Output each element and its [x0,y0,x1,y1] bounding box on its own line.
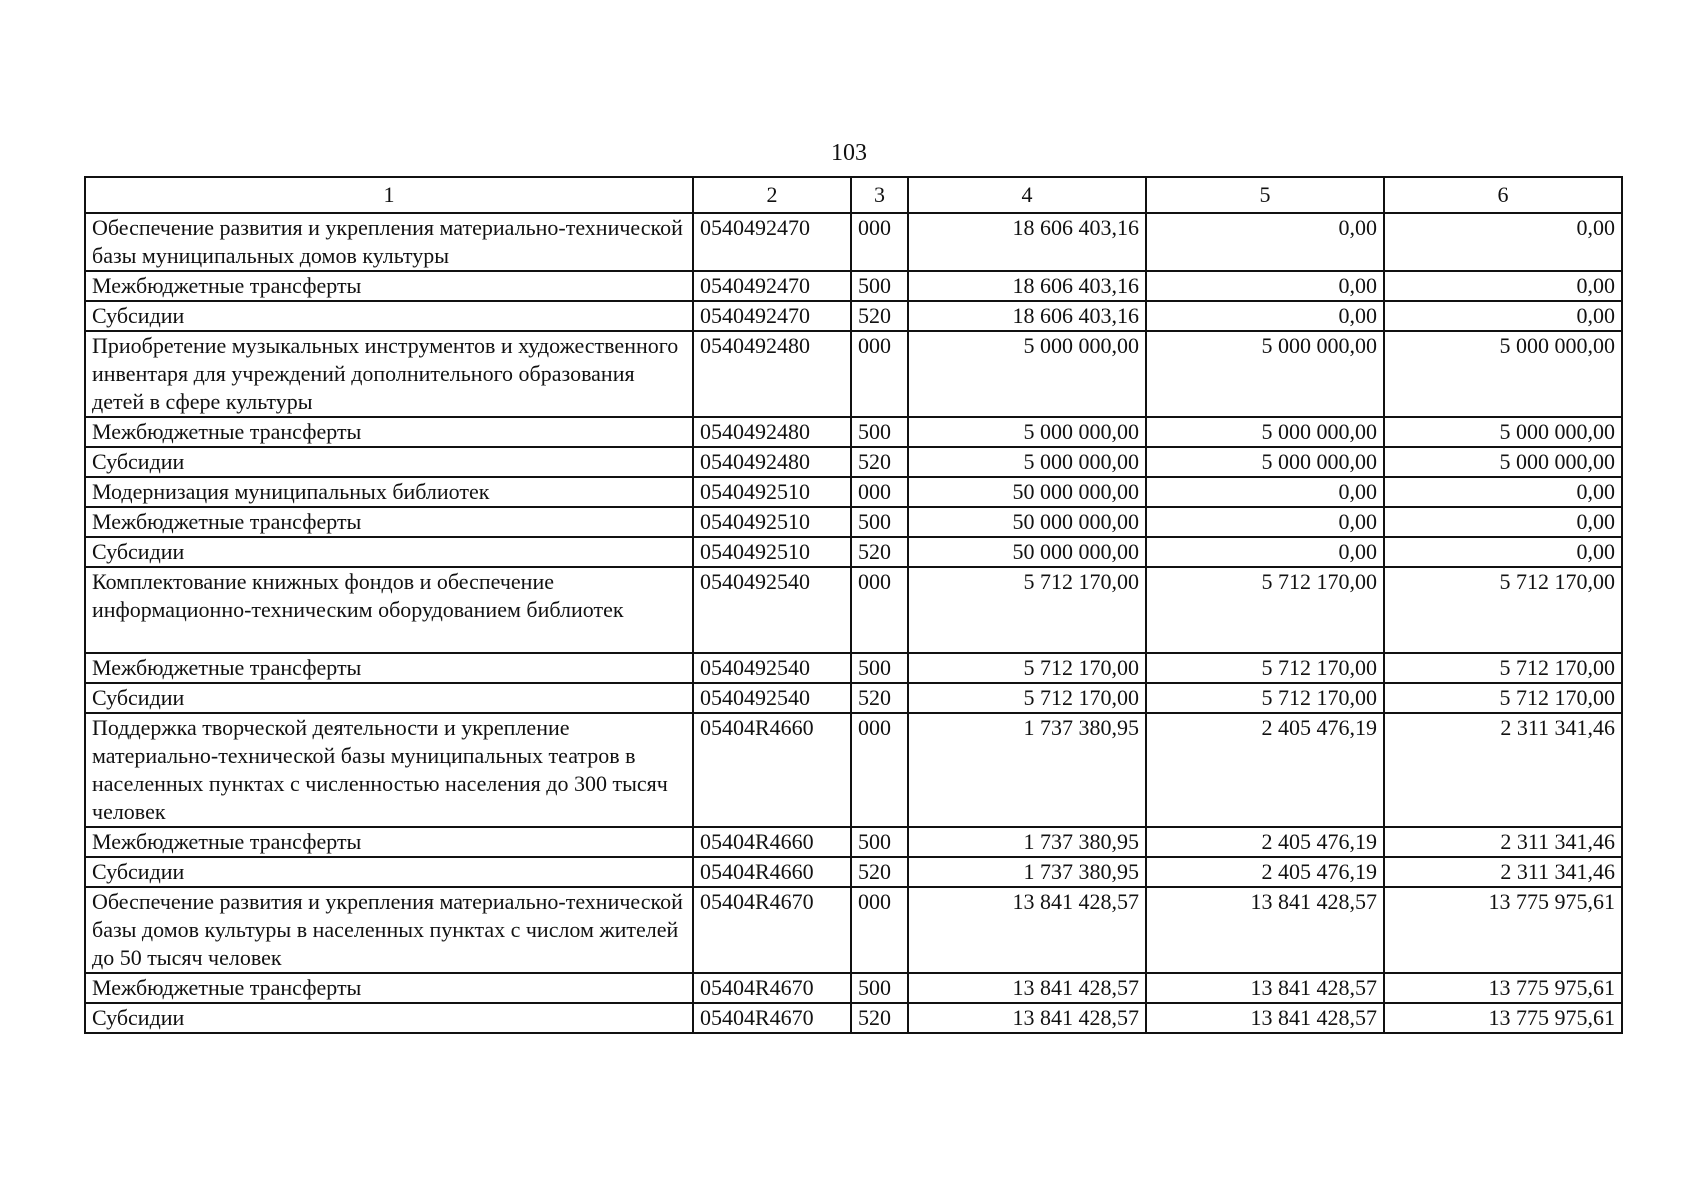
amount-col6-cell: 5 712 170,00 [1384,567,1622,653]
amount-col4-cell: 1 737 380,95 [908,713,1146,827]
target-code-cell: 05404R4660 [693,827,851,857]
amount-col6-cell: 5 000 000,00 [1384,417,1622,447]
amount-col5-cell: 5 000 000,00 [1146,417,1384,447]
amount-col4-cell: 50 000 000,00 [908,477,1146,507]
amount-col6-cell: 5 712 170,00 [1384,653,1622,683]
amount-col4-cell: 13 841 428,57 [908,973,1146,1003]
amount-col5-cell: 2 405 476,19 [1146,713,1384,827]
table-row [85,973,1622,1003]
column-header: 4 [908,177,1146,213]
expense-type-cell: 000 [851,477,908,507]
table-row [85,301,1622,331]
amount-col6-cell: 5 000 000,00 [1384,447,1622,477]
expense-type-cell: 520 [851,301,908,331]
amount-col4-cell: 13 841 428,57 [908,887,1146,973]
expense-name-cell: Субсидии [85,537,693,567]
expense-name-cell: Обеспечение развития и укрепления материально-технической базы муниципальных домов культуры [85,213,693,271]
column-header: 5 [1146,177,1384,213]
amount-col6-cell: 13 775 975,61 [1384,887,1622,973]
amount-col4-cell: 13 841 428,57 [908,1003,1146,1033]
amount-col4-cell: 1 737 380,95 [908,857,1146,887]
expense-type-cell: 520 [851,683,908,713]
expense-type-cell: 500 [851,271,908,301]
table-row [85,447,1622,477]
target-code-cell: 05404R4670 [693,973,851,1003]
amount-col5-cell: 2 405 476,19 [1146,857,1384,887]
table-row [85,887,1622,973]
amount-col4-cell: 5 712 170,00 [908,653,1146,683]
amount-col5-cell: 0,00 [1146,477,1384,507]
budget-table [84,176,1623,1034]
amount-col6-cell: 2 311 341,46 [1384,827,1622,857]
expense-name-cell: Субсидии [85,1003,693,1033]
amount-col6-cell: 13 775 975,61 [1384,1003,1622,1033]
column-header: 2 [693,177,851,213]
target-code-cell: 05404R4660 [693,713,851,827]
expense-name-cell: Субсидии [85,447,693,477]
column-header: 1 [85,177,693,213]
amount-col5-cell: 13 841 428,57 [1146,973,1384,1003]
amount-col6-cell: 0,00 [1384,507,1622,537]
column-header: 3 [851,177,908,213]
expense-name-cell: Поддержка творческой деятельности и укрепление материально-технической базы муниципальных театров в населенных пунктах с численностью населения до 300 тысяч человек [85,713,693,827]
expense-name-cell: Комплектование книжных фондов и обеспечение информационно-техническим оборудованием библиотек [85,567,693,653]
expense-name-cell: Межбюджетные трансферты [85,271,693,301]
table-row [85,507,1622,537]
amount-col6-cell: 13 775 975,61 [1384,973,1622,1003]
table-row [85,653,1622,683]
amount-col5-cell: 13 841 428,57 [1146,887,1384,973]
expense-type-cell: 000 [851,887,908,973]
expense-type-cell: 520 [851,447,908,477]
amount-col6-cell: 0,00 [1384,301,1622,331]
amount-col4-cell: 50 000 000,00 [908,507,1146,537]
amount-col4-cell: 5 000 000,00 [908,417,1146,447]
target-code-cell: 0540492510 [693,537,851,567]
amount-col4-cell: 18 606 403,16 [908,271,1146,301]
amount-col5-cell: 5 000 000,00 [1146,331,1384,417]
amount-col5-cell: 13 841 428,57 [1146,1003,1384,1033]
expense-name-cell: Модернизация муниципальных библиотек [85,477,693,507]
expense-type-cell: 500 [851,827,908,857]
amount-col5-cell: 5 000 000,00 [1146,447,1384,477]
target-code-cell: 05404R4670 [693,887,851,973]
target-code-cell: 0540492540 [693,567,851,653]
table-row [85,213,1622,271]
target-code-cell: 0540492470 [693,301,851,331]
amount-col6-cell: 0,00 [1384,213,1622,271]
target-code-cell: 05404R4660 [693,857,851,887]
amount-col5-cell: 5 712 170,00 [1146,567,1384,653]
amount-col5-cell: 2 405 476,19 [1146,827,1384,857]
amount-col6-cell: 0,00 [1384,537,1622,567]
target-code-cell: 0540492480 [693,447,851,477]
expense-name-cell: Субсидии [85,857,693,887]
target-code-cell: 0540492540 [693,653,851,683]
amount-col5-cell: 5 712 170,00 [1146,683,1384,713]
page-number: 103 [831,140,867,166]
expense-name-cell: Межбюджетные трансферты [85,653,693,683]
target-code-cell: 0540492470 [693,271,851,301]
expense-name-cell: Межбюджетные трансферты [85,507,693,537]
expense-type-cell: 500 [851,507,908,537]
table-row [85,537,1622,567]
amount-col6-cell: 5 000 000,00 [1384,331,1622,417]
amount-col6-cell: 0,00 [1384,477,1622,507]
table-row [85,331,1622,417]
expense-type-cell: 000 [851,331,908,417]
table-row [85,857,1622,887]
target-code-cell: 0540492510 [693,507,851,537]
expense-type-cell: 000 [851,713,908,827]
amount-col6-cell: 2 311 341,46 [1384,713,1622,827]
expense-type-cell: 500 [851,653,908,683]
expense-name-cell: Межбюджетные трансферты [85,827,693,857]
expense-type-cell: 000 [851,567,908,653]
table-row [85,271,1622,301]
amount-col4-cell: 5 000 000,00 [908,447,1146,477]
expense-type-cell: 520 [851,857,908,887]
amount-col6-cell: 5 712 170,00 [1384,683,1622,713]
table-row [85,417,1622,447]
expense-type-cell: 500 [851,973,908,1003]
table-row [85,713,1622,827]
amount-col5-cell: 0,00 [1146,537,1384,567]
amount-col6-cell: 0,00 [1384,271,1622,301]
expense-name-cell: Обеспечение развития и укрепления материально-технической базы домов культуры в населенных пунктах с числом жителей до 50 тысяч человек [85,887,693,973]
amount-col5-cell: 5 712 170,00 [1146,653,1384,683]
amount-col4-cell: 5 712 170,00 [908,683,1146,713]
amount-col4-cell: 1 737 380,95 [908,827,1146,857]
table-header-row [85,177,1622,213]
table-body [85,213,1622,1033]
target-code-cell: 0540492470 [693,213,851,271]
amount-col4-cell: 5 000 000,00 [908,331,1146,417]
amount-col5-cell: 0,00 [1146,271,1384,301]
amount-col4-cell: 5 712 170,00 [908,567,1146,653]
target-code-cell: 0540492480 [693,331,851,417]
amount-col6-cell: 2 311 341,46 [1384,857,1622,887]
expense-type-cell: 520 [851,1003,908,1033]
expense-name-cell: Межбюджетные трансферты [85,417,693,447]
expense-name-cell: Субсидии [85,683,693,713]
expense-name-cell: Приобретение музыкальных инструментов и художественного инвентаря для учреждений дополнительного образования детей в сфере культуры [85,331,693,417]
expense-name-cell: Межбюджетные трансферты [85,973,693,1003]
expense-type-cell: 000 [851,213,908,271]
target-code-cell: 0540492480 [693,417,851,447]
table-row [85,827,1622,857]
amount-col4-cell: 18 606 403,16 [908,301,1146,331]
target-code-cell: 0540492510 [693,477,851,507]
amount-col4-cell: 50 000 000,00 [908,537,1146,567]
target-code-cell: 05404R4670 [693,1003,851,1033]
amount-col5-cell: 0,00 [1146,507,1384,537]
table-row [85,477,1622,507]
expense-type-cell: 520 [851,537,908,567]
table-row [85,567,1622,653]
amount-col5-cell: 0,00 [1146,301,1384,331]
table-row [85,1003,1622,1033]
expense-name-cell: Субсидии [85,301,693,331]
expense-type-cell: 500 [851,417,908,447]
column-header: 6 [1384,177,1622,213]
target-code-cell: 0540492540 [693,683,851,713]
amount-col4-cell: 18 606 403,16 [908,213,1146,271]
table-row [85,683,1622,713]
amount-col5-cell: 0,00 [1146,213,1384,271]
